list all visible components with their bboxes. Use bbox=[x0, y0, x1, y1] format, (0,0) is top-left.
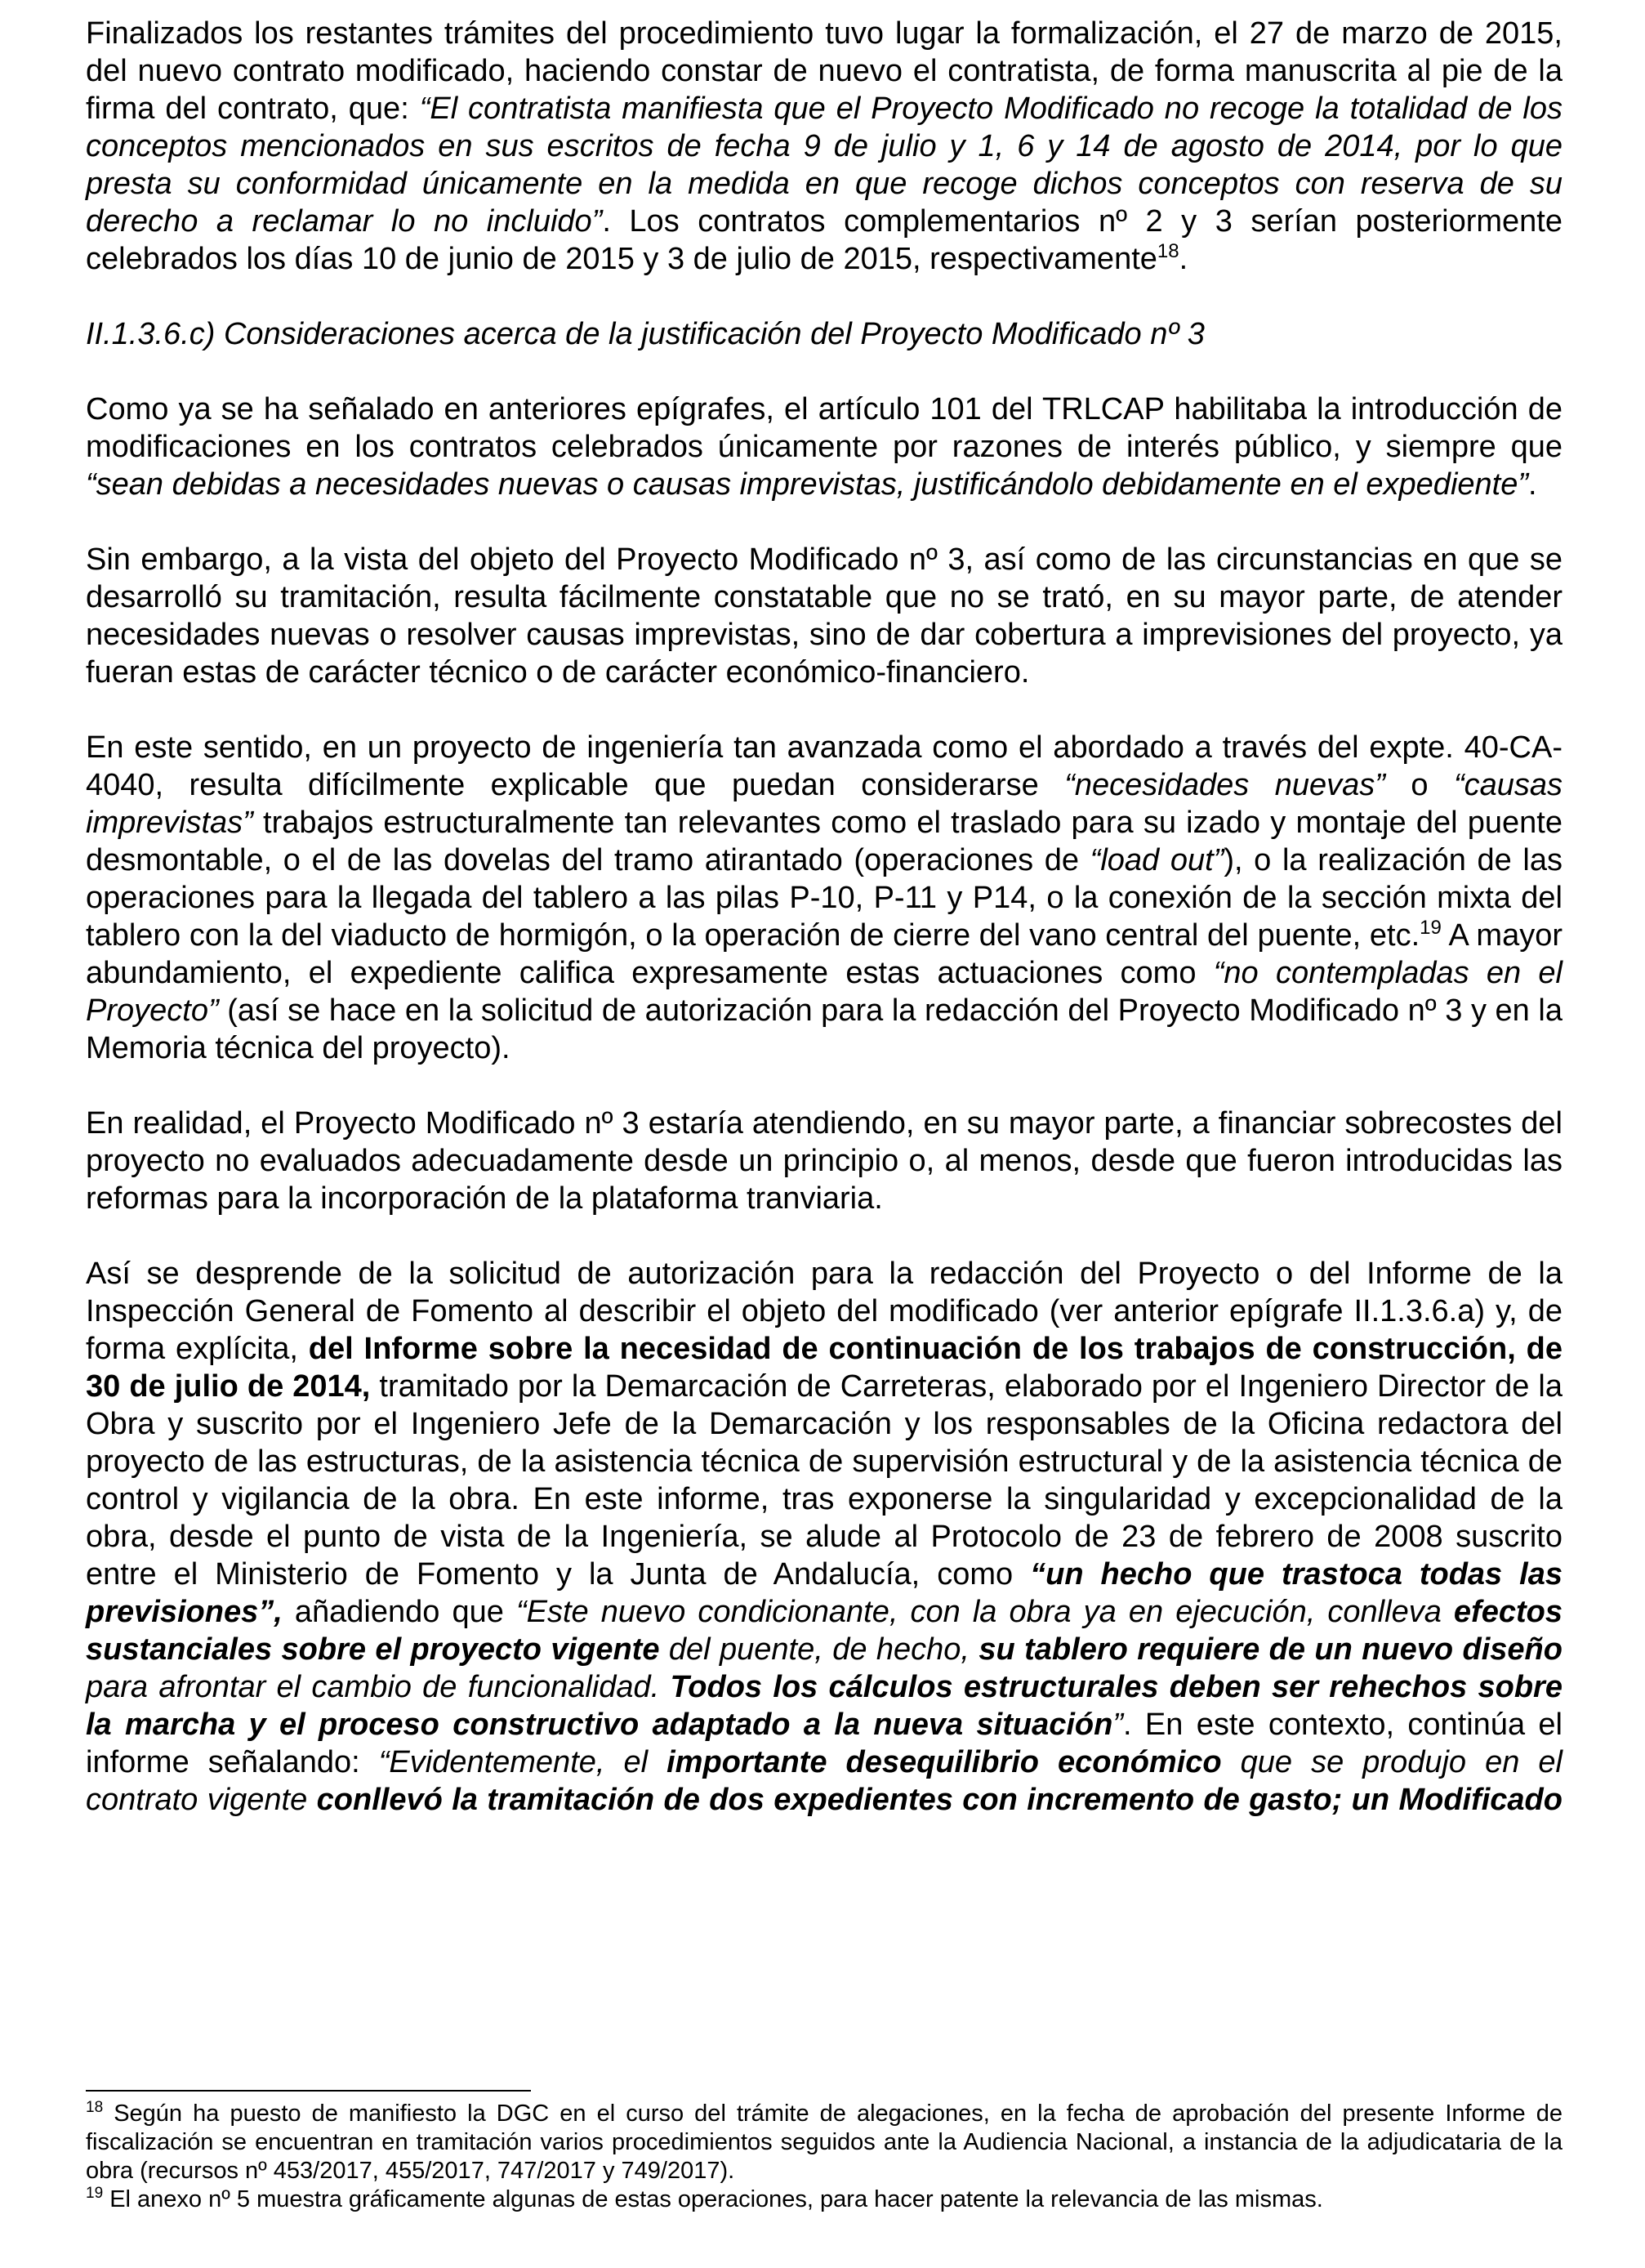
bold-italic-text: efectos sustanciales sobre el proyecto vigente bbox=[86, 1595, 1563, 1667]
text-run: añadiendo que bbox=[282, 1595, 516, 1629]
bold-italic-text: “un hecho que trastoca todas las previsiones”, bbox=[86, 1557, 1563, 1629]
italic-run: ” bbox=[1112, 1708, 1123, 1742]
paragraph-articulo-101 bbox=[86, 391, 1563, 503]
text-run: Finalizados los restantes trámites del procedimiento tuvo lugar la formalización, el 27 de marzo de 2015, del nuevo contrato modificado, haciendo constar de nuevo el contratista, de forma manuscrita al pie de la firma del contrato, que: bbox=[86, 16, 1563, 126]
contractor-quote: “El contratista manifiesta que el Proyecto Modificado no recoge la totalidad de los conceptos mencionados en sus escritos de fecha 9 de julio y 1, 6 y 14 de agosto de 2014, por lo que presta su conformidad únicamente en la medida en que recoge dichos conceptos con reserva de su derecho a reclamar lo no incluido” bbox=[86, 92, 1563, 239]
italic-run: del puente, de hecho, bbox=[659, 1632, 979, 1667]
paragraph-en-realidad: En realidad, el Proyecto Modificado nº 3 estaría atendiendo, en su mayor parte, a financiar sobrecostes del proyecto no evaluados adecuadamente desde un principio o, al menos, desde que fueron introducidas las reformas para la incorporación de la plataforma tranviaria. bbox=[86, 1106, 1563, 1216]
inline-quote: “no contempladas en el Proyecto” bbox=[86, 956, 1563, 1028]
paragraph-formalizacion bbox=[86, 15, 1563, 278]
bold-italic-text: conllevó la tramitación de dos expedientes con incremento de gasto; un Modificado bbox=[316, 1783, 1563, 1817]
bold-italic-run bbox=[317, 1783, 1563, 1817]
section-heading: II.1.3.6.c) Consideraciones acerca de la justificación del Proyecto Modificado nº 3 bbox=[86, 317, 1205, 351]
text-run: tramitado por la Demarcación de Carreteras, elaborado por el Ingeniero Director de la Obra y suscrito por el Ingeniero Jefe de la Demarcación y los responsables de la Oficina redactora del proyecto de las estructuras, de la asistencia técnica de supervisión estructural y de la asistencia técnica de control y vigilancia de la obra. En este informe, tras exponerse la singularidad y excepcionalidad de la obra, desde el punto de vista de la Ingeniería, se alude al Protocolo de 23 de febrero de 2008 suscrito entre el Ministerio de Fomento y la Junta de Andalucía, como bbox=[86, 1369, 1563, 1592]
footnote-number: 18 bbox=[86, 2099, 104, 2116]
bold-italic-run bbox=[666, 1745, 1222, 1779]
italic-run: “Evidentemente, el bbox=[378, 1745, 667, 1779]
text-run: A mayor abundamiento, el expediente califica expresamente estas actuaciones como bbox=[86, 918, 1563, 990]
bold-italic-text: importante desequilibrio económico bbox=[666, 1745, 1222, 1779]
bold-italic-run bbox=[979, 1632, 1563, 1667]
paragraph-asi-se-desprende bbox=[86, 1255, 1563, 1819]
footnote-separator bbox=[86, 2090, 531, 2092]
inline-quote: “load out” bbox=[1090, 843, 1224, 877]
italic-run: para afrontar el cambio de funcionalidad. bbox=[86, 1670, 671, 1704]
text-run: ), o la realización de las operaciones para la llegada del tablero a las pilas P-10, P-11 y P14, o la conexión de la sección mixta del tablero con la del viaducto de hormigón, o la operación de cierre del vano central del puente, etc. bbox=[86, 843, 1563, 953]
inline-quote: “causas imprevistas” bbox=[86, 768, 1563, 840]
text-run: . En este contexto, continúa el informe señalando: bbox=[86, 1708, 1563, 1779]
italic-run: “Este nuevo condicionante, con la obra ya en ejecución, conlleva bbox=[515, 1595, 1454, 1629]
text-run: Como ya se ha señalado en anteriores epígrafes, el artículo 101 del TRLCAP habilitaba la introducción de modificaciones en los contratos celebrados únicamente por razones de interés público, y siempre que bbox=[86, 392, 1563, 464]
paragraph-en-este-sentido bbox=[86, 729, 1563, 1067]
document-body bbox=[86, 15, 1563, 1856]
italic-run: que se produjo en el contrato vigente bbox=[86, 1745, 1563, 1817]
inline-quote: “necesidades nuevas” bbox=[1064, 768, 1385, 802]
text-run: . bbox=[1179, 242, 1188, 276]
footnote-ref-19[interactable]: 19 bbox=[1420, 917, 1442, 939]
footnotes bbox=[86, 2100, 1563, 2214]
bold-italic-text: Todos los cálculos estructurales deben ser rehechos sobre la marcha y el proceso constructivo adaptado a la nueva situación bbox=[86, 1670, 1563, 1742]
footnote-ref-18[interactable]: 18 bbox=[1157, 240, 1179, 262]
text-run: Así se desprende de la solicitud de autorización para la redacción del Proyecto o del Informe de la Inspección General de Fomento al describir el objeto del modificado (ver anterior epígrafe II.1.3.6.a) y, de forma explícita, bbox=[86, 1257, 1563, 1366]
text-run: . bbox=[1528, 467, 1537, 502]
footnote-text: Según ha puesto de manifiesto la DGC en el curso del trámite de alegaciones, en la fecha de aprobación del presente Informe de fiscalización se encuentran en tramitación varios procedimientos seguidos ante la Audiencia Nacional, a instancia de la adjudicataria de la obra (recursos nº 453/2017, 455/2017, 747/2017 y 749/2017). bbox=[86, 2101, 1563, 2184]
footnote-text: El anexo nº 5 muestra gráficamente algunas de estas operaciones, para hacer patente la relevancia de las mismas. bbox=[103, 2186, 1323, 2212]
paragraph-sin-embargo: Sin embargo, a la vista del objeto del Proyecto Modificado nº 3, así como de las circunstancias en que se desarrolló su tramitación, resulta fácilmente constatable que no se trató, en su mayor parte, de atender necesidades nuevas o resolver causas imprevistas, sino de dar cobertura a imprevisiones del proyecto, ya fueran estas de carácter técnico o de carácter económico-financiero. bbox=[86, 542, 1563, 690]
text-run: o bbox=[1384, 768, 1454, 802]
text-run: trabajos estructuralmente tan relevantes como el traslado para su izado y montaje del puente desmontable, o el de las dovelas del tramo atirantado (operaciones de bbox=[86, 806, 1563, 877]
footnote-19 bbox=[86, 2185, 1563, 2214]
text-run: En este sentido, en un proyecto de ingeniería tan avanzada como el abordado a través del expte. 40-CA-4040, resulta difícilmente explicable que puedan considerarse bbox=[86, 730, 1563, 802]
footnote-number: 19 bbox=[86, 2185, 104, 2202]
footnote-18 bbox=[86, 2100, 1563, 2185]
text-run: . Los contratos complementarios nº 2 y 3 serían posteriormente celebrados los días 10 de junio de 2015 y 3 de julio de 2015, respectivamente bbox=[86, 204, 1563, 276]
bold-italic-text: su tablero requiere de un nuevo diseño bbox=[979, 1632, 1563, 1667]
bold-run: del Informe sobre la necesidad de continuación de los trabajos de construcción, de 30 de julio de 2014, bbox=[86, 1332, 1563, 1404]
text-run: (así se hace en la solicitud de autorización para la redacción del Proyecto Modificado nº 3 y en la Memoria técnica del proyecto). bbox=[86, 993, 1563, 1065]
legal-quote: “sean debidas a necesidades nuevas o causas imprevistas, justificándolo debidamente en el expediente” bbox=[86, 467, 1528, 502]
